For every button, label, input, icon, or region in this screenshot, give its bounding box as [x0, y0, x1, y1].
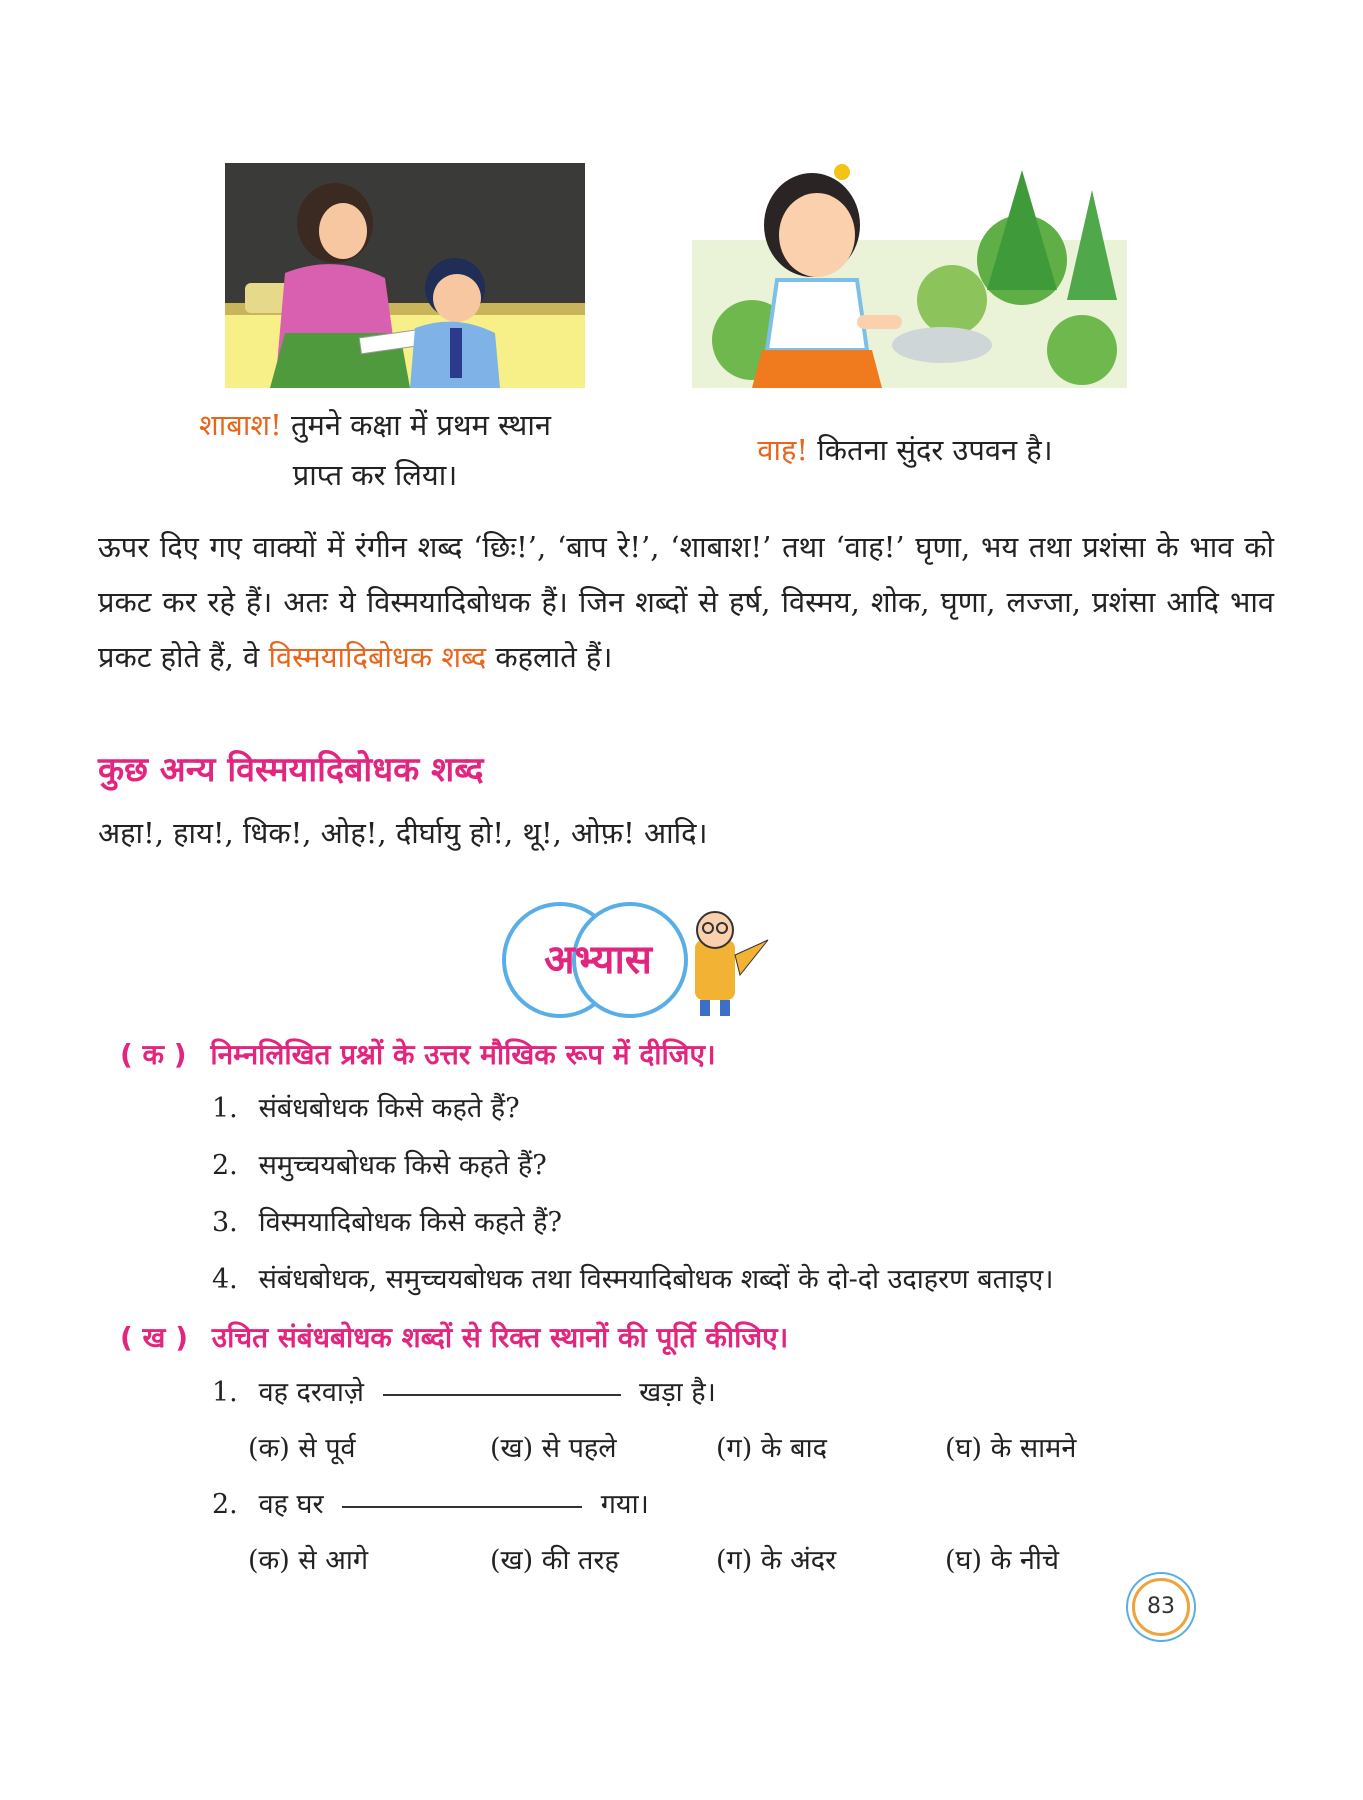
question-number: 1. [212, 1377, 238, 1408]
option-gha[interactable]: (घ) के नीचे [945, 1545, 1060, 1576]
section-ka-heading [120, 1035, 716, 1073]
fill-blank-2 [212, 1484, 649, 1521]
girl-caption [690, 425, 1120, 475]
section-heading: कुछ अन्य विस्मयादिबोधक शब्द [98, 750, 484, 790]
question-text: विस्मयादिबोधक किसे कहते हैं? [258, 1207, 562, 1238]
section-kha-heading [120, 1318, 788, 1356]
option-kha[interactable]: (ख) से पहले [490, 1433, 617, 1464]
option-ka[interactable]: (क) से पूर्व [248, 1433, 356, 1464]
teacher-caption [135, 400, 615, 500]
exclamation-word: शाबाश! [199, 408, 282, 442]
question-text: समुच्चयबोधक किसे कहते हैं? [258, 1150, 547, 1181]
fill-blank-1 [212, 1372, 716, 1409]
exclamation-word: वाह! [757, 433, 809, 467]
section-label: ( क ) [120, 1038, 187, 1071]
question-number: 3. [212, 1207, 238, 1238]
paragraph-end: कहलाते हैं। [495, 640, 613, 674]
girl-garden-illustration [692, 150, 1127, 388]
question-number: 2. [212, 1150, 238, 1181]
sentence-after: खड़ा है। [639, 1377, 716, 1408]
page-number: 83 [1132, 1578, 1190, 1636]
blank-line[interactable] [383, 1392, 621, 1396]
sentence-before: वह दरवाज़े [258, 1377, 364, 1408]
exercise-logo-text: अभ्यास [544, 937, 652, 983]
section-title: निम्नलिखित प्रश्नों के उत्तर मौखिक रूप में दीजिए। [210, 1038, 716, 1071]
question-2 [212, 1145, 547, 1182]
sentence-after: गया। [600, 1489, 649, 1520]
question-1 [212, 1088, 520, 1125]
question-number: 4. [212, 1264, 238, 1295]
examples-list: अहा!, हाय!, धिक!, ओह!, दीर्घायु हो!, थू!, ओफ़! आदि। [98, 816, 708, 850]
section-title: उचित संबंधबोधक शब्दों से रिक्त स्थानों की पूर्ति कीजिए। [211, 1321, 789, 1354]
teacher-caption-line2: प्राप्त कर लिया। [292, 458, 458, 492]
option-ga[interactable]: (ग) के बाद [716, 1433, 827, 1464]
option-gha[interactable]: (घ) के सामने [945, 1433, 1077, 1464]
question-4 [212, 1259, 1053, 1296]
question-number: 2. [212, 1489, 238, 1520]
caption-text: तुमने कक्षा में प्रथम स्थान [290, 408, 551, 442]
explanation-paragraph [98, 520, 1274, 685]
blank-line[interactable] [342, 1504, 582, 1508]
question-text: संबंधबोधक, समुच्चयबोधक तथा विस्मयादिबोधक शब्दों के दो-दो उदाहरण बताइए। [258, 1264, 1054, 1295]
highlighted-term: विस्मयादिबोधक शब्द [268, 640, 487, 674]
pencil-mascot-icon [695, 912, 768, 1016]
caption-text: कितना सुंदर उपवन है। [817, 433, 1053, 467]
option-kha[interactable]: (ख) की तरह [490, 1545, 619, 1576]
question-3 [212, 1202, 562, 1239]
exercise-logo [500, 900, 780, 1020]
paragraph-text: ऊपर दिए गए वाक्यों में रंगीन शब्द ‘छिः!’, ‘बाप रे!’, ‘शाबाश!’ तथा ‘वाह!’ घृणा, भय तथा प्रशंसा के भाव को प्रकट कर रहे हैं। अतः ये विस्मयादिबोधक हैं। जिन शब्दों से हर्ष, विस्मय, शोक, घृणा, लज्जा, प्रशंसा आदि भाव प्रकट होते हैं, वे [98, 530, 1274, 674]
section-label: ( ख ) [120, 1321, 188, 1354]
question-number: 1. [212, 1093, 238, 1124]
teacher-caption-line1 [135, 400, 615, 450]
question-text: संबंधबोधक किसे कहते हैं? [258, 1093, 520, 1124]
teacher-student-illustration [225, 163, 585, 388]
sentence-before: वह घर [258, 1489, 324, 1520]
option-ka[interactable]: (क) से आगे [248, 1545, 369, 1576]
option-ga[interactable]: (ग) के अंदर [716, 1545, 837, 1576]
